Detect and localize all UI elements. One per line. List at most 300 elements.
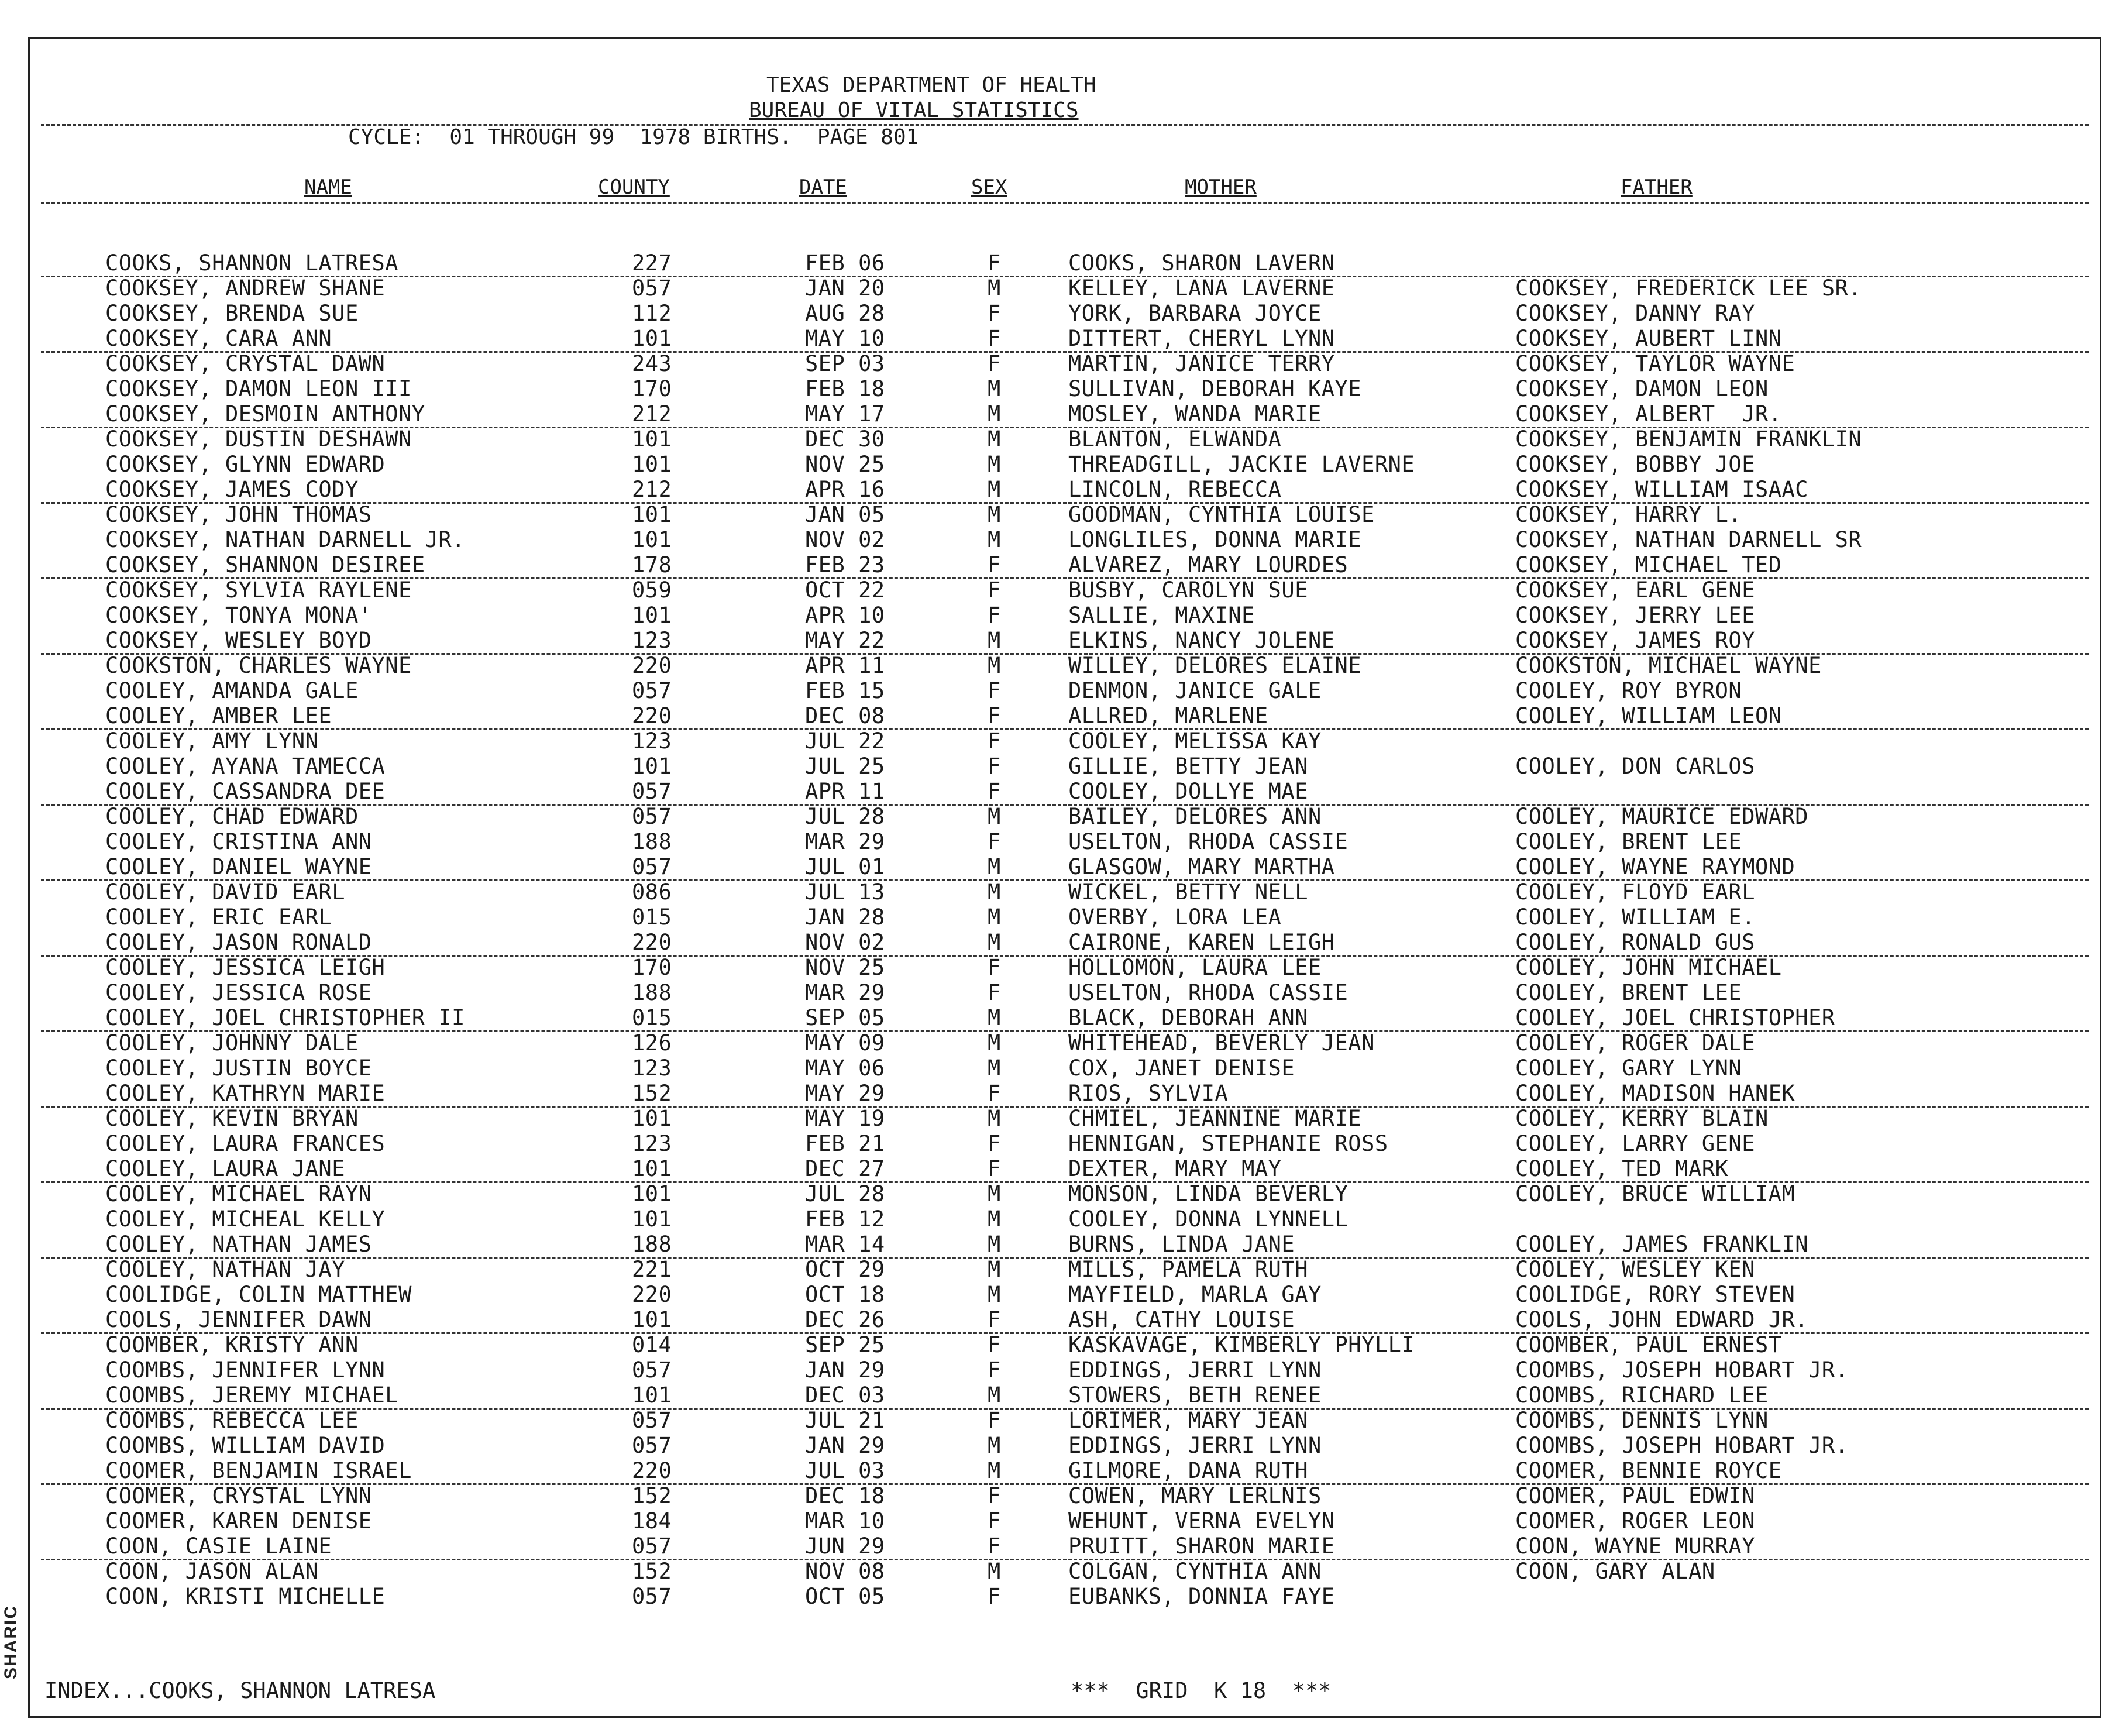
table-row [41, 1005, 2089, 1032]
cell-county: 101 [632, 603, 672, 628]
cell-name: COOKSEY, CARA ANN [105, 326, 332, 351]
cell-name: COOLIDGE, COLIN MATTHEW [105, 1282, 412, 1307]
table-row [41, 1257, 2089, 1282]
cell-county: 101 [632, 427, 672, 452]
cell-county: 212 [632, 477, 672, 502]
cell-county: 057 [632, 779, 672, 804]
cell-father: COOLEY, JAMES FRANKLIN [1515, 1232, 1809, 1257]
cell-sex: M [988, 452, 1001, 477]
cell-name: COOLEY, LAURA FRANCES [105, 1131, 386, 1156]
table-row [41, 452, 2089, 477]
cell-father: COON, WAYNE MURRAY [1515, 1534, 1755, 1559]
cell-father: COOMBS, DENNIS LYNN [1515, 1408, 1769, 1433]
cell-name: COOKSEY, NATHAN DARNELL JR. [105, 527, 465, 552]
column-header-mother: MOTHER [1185, 176, 1257, 199]
cell-mother: COWEN, MARY LERLNIS [1068, 1483, 1322, 1508]
cell-father: COOMBS, RICHARD LEE [1515, 1383, 1769, 1408]
cell-county: 178 [632, 552, 672, 577]
table-row [41, 930, 2089, 957]
cell-mother: KASKAVAGE, KIMBERLY PHYLLI [1068, 1332, 1415, 1357]
cell-name: COOLEY, CASSANDRA DEE [105, 779, 386, 804]
cell-name: COOLS, JENNIFER DAWN [105, 1307, 372, 1332]
cell-date: APR 11 [805, 653, 885, 678]
cell-county: 014 [632, 1332, 672, 1357]
cell-mother: CHMIEL, JEANNINE MARIE [1068, 1106, 1362, 1131]
cell-date: JUL 01 [805, 854, 885, 879]
cell-name: COOMBS, JENNIFER LYNN [105, 1357, 386, 1383]
cell-name: COOKSEY, GLYNN EDWARD [105, 452, 386, 477]
cell-county: 057 [632, 276, 672, 301]
cell-father: COOKSEY, JAMES ROY [1515, 628, 1755, 653]
cell-sex: M [988, 628, 1001, 653]
cell-date: NOV 25 [805, 955, 885, 980]
cell-mother: ALLRED, MARLENE [1068, 703, 1268, 728]
cell-name: COOKSEY, TONYA MONA' [105, 603, 372, 628]
cell-date: APR 11 [805, 779, 885, 804]
cell-father: COOLEY, FLOYD EARL [1515, 879, 1755, 905]
side-label: SHARIC [1, 1604, 20, 1679]
cell-mother: WHITEHEAD, BEVERLY JEAN [1068, 1030, 1375, 1056]
cell-county: 123 [632, 1056, 672, 1081]
cell-date: JAN 28 [805, 905, 885, 930]
cell-name: COOLEY, KEVIN BRYAN [105, 1106, 359, 1131]
cell-father: COOKSEY, EARL GENE [1515, 577, 1755, 603]
cell-sex: M [988, 1383, 1001, 1408]
header-cycle-line: CYCLE: 01 THROUGH 99 1978 BIRTHS. PAGE 801 [348, 125, 919, 149]
cell-name: COOLEY, NATHAN JAY [105, 1257, 345, 1282]
cell-name: COOMBER, KRISTY ANN [105, 1332, 359, 1357]
cell-mother: BAILEY, DELORES ANN [1068, 804, 1322, 829]
cell-father: COOLEY, WESLEY KEN [1515, 1257, 1755, 1282]
cell-county: 188 [632, 1232, 672, 1257]
table-row [41, 552, 2089, 579]
cell-name: COON, KRISTI MICHELLE [105, 1584, 386, 1609]
cell-sex: F [988, 980, 1001, 1005]
footer-index: INDEX...COOKS, SHANNON LATRESA [44, 1678, 436, 1703]
cell-date: MAY 29 [805, 1081, 885, 1106]
cell-sex: F [988, 728, 1001, 754]
cell-county: 212 [632, 401, 672, 427]
cell-county: 220 [632, 1282, 672, 1307]
cell-name: COOLEY, AMBER LEE [105, 703, 332, 728]
cell-mother: COOKS, SHARON LAVERN [1068, 250, 1335, 276]
cell-date: MAY 06 [805, 1056, 885, 1081]
cell-date: OCT 05 [805, 1584, 885, 1609]
cell-county: 220 [632, 703, 672, 728]
table-row [41, 502, 2089, 527]
table-row [41, 779, 2089, 806]
cell-father: COOLEY, TED MARK [1515, 1156, 1729, 1181]
cell-sex: M [988, 879, 1001, 905]
cell-county: 227 [632, 250, 672, 276]
cell-date: JAN 29 [805, 1357, 885, 1383]
column-header-sex: SEX [971, 176, 1007, 199]
cell-sex: M [988, 1181, 1001, 1206]
cell-name: COOLEY, JUSTIN BOYCE [105, 1056, 372, 1081]
cell-county: 152 [632, 1081, 672, 1106]
cell-name: COOKSEY, DESMOIN ANTHONY [105, 401, 425, 427]
cell-mother: PRUITT, SHARON MARIE [1068, 1534, 1335, 1559]
cell-mother: ALVAREZ, MARY LOURDES [1068, 552, 1349, 577]
cell-mother: MILLS, PAMELA RUTH [1068, 1257, 1308, 1282]
cell-date: JAN 20 [805, 276, 885, 301]
cell-date: DEC 27 [805, 1156, 885, 1181]
cell-date: NOV 02 [805, 930, 885, 955]
cell-mother: USELTON, RHODA CASSIE [1068, 980, 1349, 1005]
cell-name: COOLEY, KATHRYN MARIE [105, 1081, 386, 1106]
column-header-county: COUNTY [598, 176, 670, 199]
cell-father: COOKSEY, FREDERICK LEE SR. [1515, 276, 1862, 301]
cell-mother: LINCOLN, REBECCA [1068, 477, 1282, 502]
table-row [41, 326, 2089, 353]
cell-mother: WILLEY, DELORES ELAINE [1068, 653, 1362, 678]
cell-county: 101 [632, 1181, 672, 1206]
cell-sex: M [988, 1559, 1001, 1584]
cell-date: JUL 28 [805, 1181, 885, 1206]
cell-father: COOLEY, MAURICE EDWARD [1515, 804, 1809, 829]
cell-father: COOMER, PAUL EDWIN [1515, 1483, 1755, 1508]
cell-father: COOLEY, BRENT LEE [1515, 980, 1742, 1005]
cell-sex: F [988, 1534, 1001, 1559]
cell-name: COOLEY, LAURA JANE [105, 1156, 345, 1181]
cell-mother: HENNIGAN, STEPHANIE ROSS [1068, 1131, 1388, 1156]
cell-date: DEC 18 [805, 1483, 885, 1508]
cell-date: JUL 25 [805, 754, 885, 779]
cell-county: 057 [632, 678, 672, 703]
table-row [41, 577, 2089, 603]
table-row [41, 905, 2089, 930]
table-row [41, 276, 2089, 301]
cell-date: MAY 22 [805, 628, 885, 653]
cell-mother: OVERBY, LORA LEA [1068, 905, 1282, 930]
cell-name: COOLEY, JASON RONALD [105, 930, 372, 955]
cell-date: SEP 25 [805, 1332, 885, 1357]
column-header-name: NAME [304, 176, 352, 199]
cell-mother: MARTIN, JANICE TERRY [1068, 351, 1335, 376]
cell-father: COOMBS, JOSEPH HOBART JR. [1515, 1433, 1849, 1458]
cell-name: COON, CASIE LAINE [105, 1534, 332, 1559]
cell-county: 057 [632, 854, 672, 879]
cell-date: MAY 17 [805, 401, 885, 427]
cell-county: 015 [632, 905, 672, 930]
cell-county: 015 [632, 1005, 672, 1030]
cell-name: COOMER, BENJAMIN ISRAEL [105, 1458, 412, 1483]
cell-mother: HOLLOMON, LAURA LEE [1068, 955, 1322, 980]
table-row [41, 728, 2089, 754]
cell-sex: F [988, 1307, 1001, 1332]
table-row [41, 1181, 2089, 1206]
cell-county: 220 [632, 1458, 672, 1483]
cell-name: COOMER, CRYSTAL LYNN [105, 1483, 372, 1508]
cell-mother: WICKEL, BETTY NELL [1068, 879, 1308, 905]
cell-county: 057 [632, 1408, 672, 1433]
cell-mother: ELKINS, NANCY JOLENE [1068, 628, 1335, 653]
cell-county: 170 [632, 376, 672, 401]
cell-county: 123 [632, 628, 672, 653]
table-row [41, 754, 2089, 779]
cell-county: 086 [632, 879, 672, 905]
cell-date: MAR 14 [805, 1232, 885, 1257]
cell-sex: F [988, 1081, 1001, 1106]
cell-sex: F [988, 829, 1001, 854]
cell-county: 101 [632, 1307, 672, 1332]
cell-sex: M [988, 804, 1001, 829]
cell-date: NOV 08 [805, 1559, 885, 1584]
cell-father: COOLEY, BRENT LEE [1515, 829, 1742, 854]
cell-date: APR 16 [805, 477, 885, 502]
cell-sex: M [988, 930, 1001, 955]
cell-sex: M [988, 1282, 1001, 1307]
cell-mother: BLACK, DEBORAH ANN [1068, 1005, 1308, 1030]
cell-sex: M [988, 527, 1001, 552]
cell-father: COOKSEY, HARRY L. [1515, 502, 1742, 527]
cell-mother: EDDINGS, JERRI LYNN [1068, 1433, 1322, 1458]
table-row [41, 1030, 2089, 1056]
table-row [41, 1206, 2089, 1232]
cell-mother: DITTERT, CHERYL LYNN [1068, 326, 1335, 351]
cell-father: COOKSEY, DANNY RAY [1515, 301, 1755, 326]
cell-date: JUL 03 [805, 1458, 885, 1483]
cell-mother: USELTON, RHODA CASSIE [1068, 829, 1349, 854]
table-row [41, 1131, 2089, 1156]
cell-county: 170 [632, 955, 672, 980]
cell-sex: F [988, 1584, 1001, 1609]
cell-county: 243 [632, 351, 672, 376]
cell-name: COOLEY, JOHNNY DALE [105, 1030, 359, 1056]
cell-county: 152 [632, 1483, 672, 1508]
cell-date: JUL 22 [805, 728, 885, 754]
cell-county: 188 [632, 829, 672, 854]
cell-sex: F [988, 1156, 1001, 1181]
cell-sex: F [988, 1508, 1001, 1534]
cell-father: COOLEY, JOEL CHRISTOPHER [1515, 1005, 1835, 1030]
cell-sex: M [988, 653, 1001, 678]
table-row [41, 1081, 2089, 1108]
cell-mother: YORK, BARBARA JOYCE [1068, 301, 1322, 326]
cell-mother: DEXTER, MARY MAY [1068, 1156, 1282, 1181]
cell-county: 101 [632, 1106, 672, 1131]
cell-father: COON, GARY ALAN [1515, 1559, 1715, 1584]
cell-mother: DENMON, JANICE GALE [1068, 678, 1322, 703]
cell-mother: RIOS, SYLVIA [1068, 1081, 1229, 1106]
column-header-divider [41, 202, 2089, 204]
cell-father: COOLEY, BRUCE WILLIAM [1515, 1181, 1795, 1206]
cell-date: OCT 29 [805, 1257, 885, 1282]
cell-county: 101 [632, 527, 672, 552]
cell-date: JAN 29 [805, 1433, 885, 1458]
cell-father: COOLEY, ROY BYRON [1515, 678, 1742, 703]
cell-county: 152 [632, 1559, 672, 1584]
cell-county: 126 [632, 1030, 672, 1056]
cell-sex: F [988, 1357, 1001, 1383]
table-row [41, 1383, 2089, 1410]
cell-name: COOLEY, CRISTINA ANN [105, 829, 372, 854]
cell-name: COOLEY, JESSICA ROSE [105, 980, 372, 1005]
cell-date: MAY 19 [805, 1106, 885, 1131]
cell-sex: F [988, 1131, 1001, 1156]
cell-mother: GILLIE, BETTY JEAN [1068, 754, 1308, 779]
cell-name: COOKSEY, ANDREW SHANE [105, 276, 386, 301]
table-row [41, 376, 2089, 401]
table-row [41, 1106, 2089, 1131]
footer-grid: *** GRID K 18 *** [1071, 1678, 1332, 1703]
cell-sex: M [988, 502, 1001, 527]
cell-sex: F [988, 250, 1001, 276]
cell-date: MAY 10 [805, 326, 885, 351]
cell-father: COOMBS, JOSEPH HOBART JR. [1515, 1357, 1849, 1383]
cell-sex: F [988, 577, 1001, 603]
cell-mother: COX, JANET DENISE [1068, 1056, 1295, 1081]
table-row [41, 854, 2089, 881]
cell-county: 112 [632, 301, 672, 326]
cell-mother: BUSBY, CAROLYN SUE [1068, 577, 1308, 603]
table-row [41, 1433, 2089, 1458]
cell-name: COOKS, SHANNON LATRESA [105, 250, 399, 276]
cell-county: 123 [632, 728, 672, 754]
cell-mother: CAIRONE, KAREN LEIGH [1068, 930, 1335, 955]
cell-name: COOKSEY, DUSTIN DESHAWN [105, 427, 412, 452]
cell-mother: STOWERS, BETH RENEE [1068, 1383, 1322, 1408]
cell-father: COOLEY, WAYNE RAYMOND [1515, 854, 1795, 879]
cell-father: COOLEY, KERRY BLAIN [1515, 1106, 1769, 1131]
table-row [41, 1584, 2089, 1609]
cell-county: 221 [632, 1257, 672, 1282]
cell-mother: KELLEY, LANA LAVERNE [1068, 276, 1335, 301]
cell-father: COOMER, ROGER LEON [1515, 1508, 1755, 1534]
table-row [41, 1282, 2089, 1307]
cell-county: 057 [632, 1433, 672, 1458]
cell-name: COOMBS, WILLIAM DAVID [105, 1433, 386, 1458]
cell-name: COOLEY, AMY LYNN [105, 728, 319, 754]
cell-sex: F [988, 678, 1001, 703]
cell-date: MAR 29 [805, 980, 885, 1005]
cell-mother: MOSLEY, WANDA MARIE [1068, 401, 1322, 427]
cell-sex: M [988, 1232, 1001, 1257]
cell-name: COOLEY, JOEL CHRISTOPHER II [105, 1005, 465, 1030]
table-row [41, 879, 2089, 905]
cell-mother: GLASGOW, MARY MARTHA [1068, 854, 1335, 879]
cell-sex: F [988, 703, 1001, 728]
cell-county: 101 [632, 1206, 672, 1232]
cell-county: 220 [632, 930, 672, 955]
table-row [41, 955, 2089, 980]
cell-father: COOMER, BENNIE ROYCE [1515, 1458, 1782, 1483]
cell-sex: F [988, 754, 1001, 779]
cell-father: COOKSEY, DAMON LEON [1515, 376, 1769, 401]
cell-sex: F [988, 301, 1001, 326]
cell-name: COOMBS, JEREMY MICHAEL [105, 1383, 399, 1408]
cell-sex: F [988, 1483, 1001, 1508]
table-row [41, 427, 2089, 452]
cell-father: COOKSEY, BENJAMIN FRANKLIN [1515, 427, 1862, 452]
cell-mother: EDDINGS, JERRI LYNN [1068, 1357, 1322, 1383]
cell-county: 101 [632, 502, 672, 527]
cell-date: NOV 02 [805, 527, 885, 552]
cell-name: COOLEY, DAVID EARL [105, 879, 345, 905]
cell-date: FEB 12 [805, 1206, 885, 1232]
cell-name: COOLEY, DANIEL WAYNE [105, 854, 372, 879]
cell-county: 101 [632, 1156, 672, 1181]
cell-father: COOLS, JOHN EDWARD JR. [1515, 1307, 1809, 1332]
cell-sex: M [988, 1030, 1001, 1056]
cell-mother: LONGLILES, DONNA MARIE [1068, 527, 1362, 552]
cell-county: 101 [632, 754, 672, 779]
table-row [41, 628, 2089, 655]
cell-name: COOKSTON, CHARLES WAYNE [105, 653, 412, 678]
cell-date: FEB 23 [805, 552, 885, 577]
column-header-father: FATHER [1621, 176, 1693, 199]
table-row [41, 1307, 2089, 1334]
table-row [41, 351, 2089, 376]
cell-sex: F [988, 351, 1001, 376]
cell-mother: THREADGILL, JACKIE LAVERNE [1068, 452, 1415, 477]
cell-mother: SULLIVAN, DEBORAH KAYE [1068, 376, 1362, 401]
cell-name: COOKSEY, CRYSTAL DAWN [105, 351, 386, 376]
table-row [41, 1559, 2089, 1584]
table-row [41, 477, 2089, 504]
cell-sex: M [988, 854, 1001, 879]
cell-name: COOLEY, NATHAN JAMES [105, 1232, 372, 1257]
table-row [41, 1534, 2089, 1560]
cell-name: COOLEY, CHAD EDWARD [105, 804, 359, 829]
table-row [41, 678, 2089, 703]
cell-sex: M [988, 1106, 1001, 1131]
cell-name: COOMBS, REBECCA LEE [105, 1408, 359, 1433]
cell-county: 057 [632, 804, 672, 829]
cell-name: COOKSEY, BRENDA SUE [105, 301, 359, 326]
table-row [41, 1357, 2089, 1383]
cell-sex: M [988, 427, 1001, 452]
cell-father: COOKSTON, MICHAEL WAYNE [1515, 653, 1822, 678]
table-row [41, 1408, 2089, 1433]
cell-date: MAR 10 [805, 1508, 885, 1534]
cell-father: COOLIDGE, RORY STEVEN [1515, 1282, 1795, 1307]
cell-mother: SALLIE, MAXINE [1068, 603, 1255, 628]
cell-father: COOLEY, WILLIAM LEON [1515, 703, 1782, 728]
table-row [41, 401, 2089, 428]
cell-name: COOMER, KAREN DENISE [105, 1508, 372, 1534]
cell-date: DEC 26 [805, 1307, 885, 1332]
cell-sex: M [988, 1206, 1001, 1232]
cell-sex: M [988, 1257, 1001, 1282]
cell-county: 101 [632, 326, 672, 351]
cell-name: COOLEY, MICHAEL RAYN [105, 1181, 372, 1206]
table-row [41, 703, 2089, 730]
table-row [41, 1056, 2089, 1081]
cell-sex: F [988, 779, 1001, 804]
cell-father: COOLEY, JOHN MICHAEL [1515, 955, 1782, 980]
cell-county: 101 [632, 1383, 672, 1408]
table-row [41, 603, 2089, 628]
cell-date: APR 10 [805, 603, 885, 628]
cell-date: JUL 13 [805, 879, 885, 905]
cell-date: MAR 29 [805, 829, 885, 854]
cell-father: COOKSEY, MICHAEL TED [1515, 552, 1782, 577]
cell-mother: ASH, CATHY LOUISE [1068, 1307, 1295, 1332]
cell-sex: F [988, 1408, 1001, 1433]
cell-sex: M [988, 1005, 1001, 1030]
cell-date: SEP 05 [805, 1005, 885, 1030]
cell-sex: M [988, 376, 1001, 401]
cell-father: COOLEY, MADISON HANEK [1515, 1081, 1795, 1106]
cell-father: COOKSEY, ALBERT JR. [1515, 401, 1782, 427]
table-row [41, 980, 2089, 1005]
header-title-line2: BUREAU OF VITAL STATISTICS [749, 98, 1079, 122]
table-row [41, 527, 2089, 552]
cell-sex: M [988, 1056, 1001, 1081]
cell-mother: MAYFIELD, MARLA GAY [1068, 1282, 1322, 1307]
cell-county: 188 [632, 980, 672, 1005]
